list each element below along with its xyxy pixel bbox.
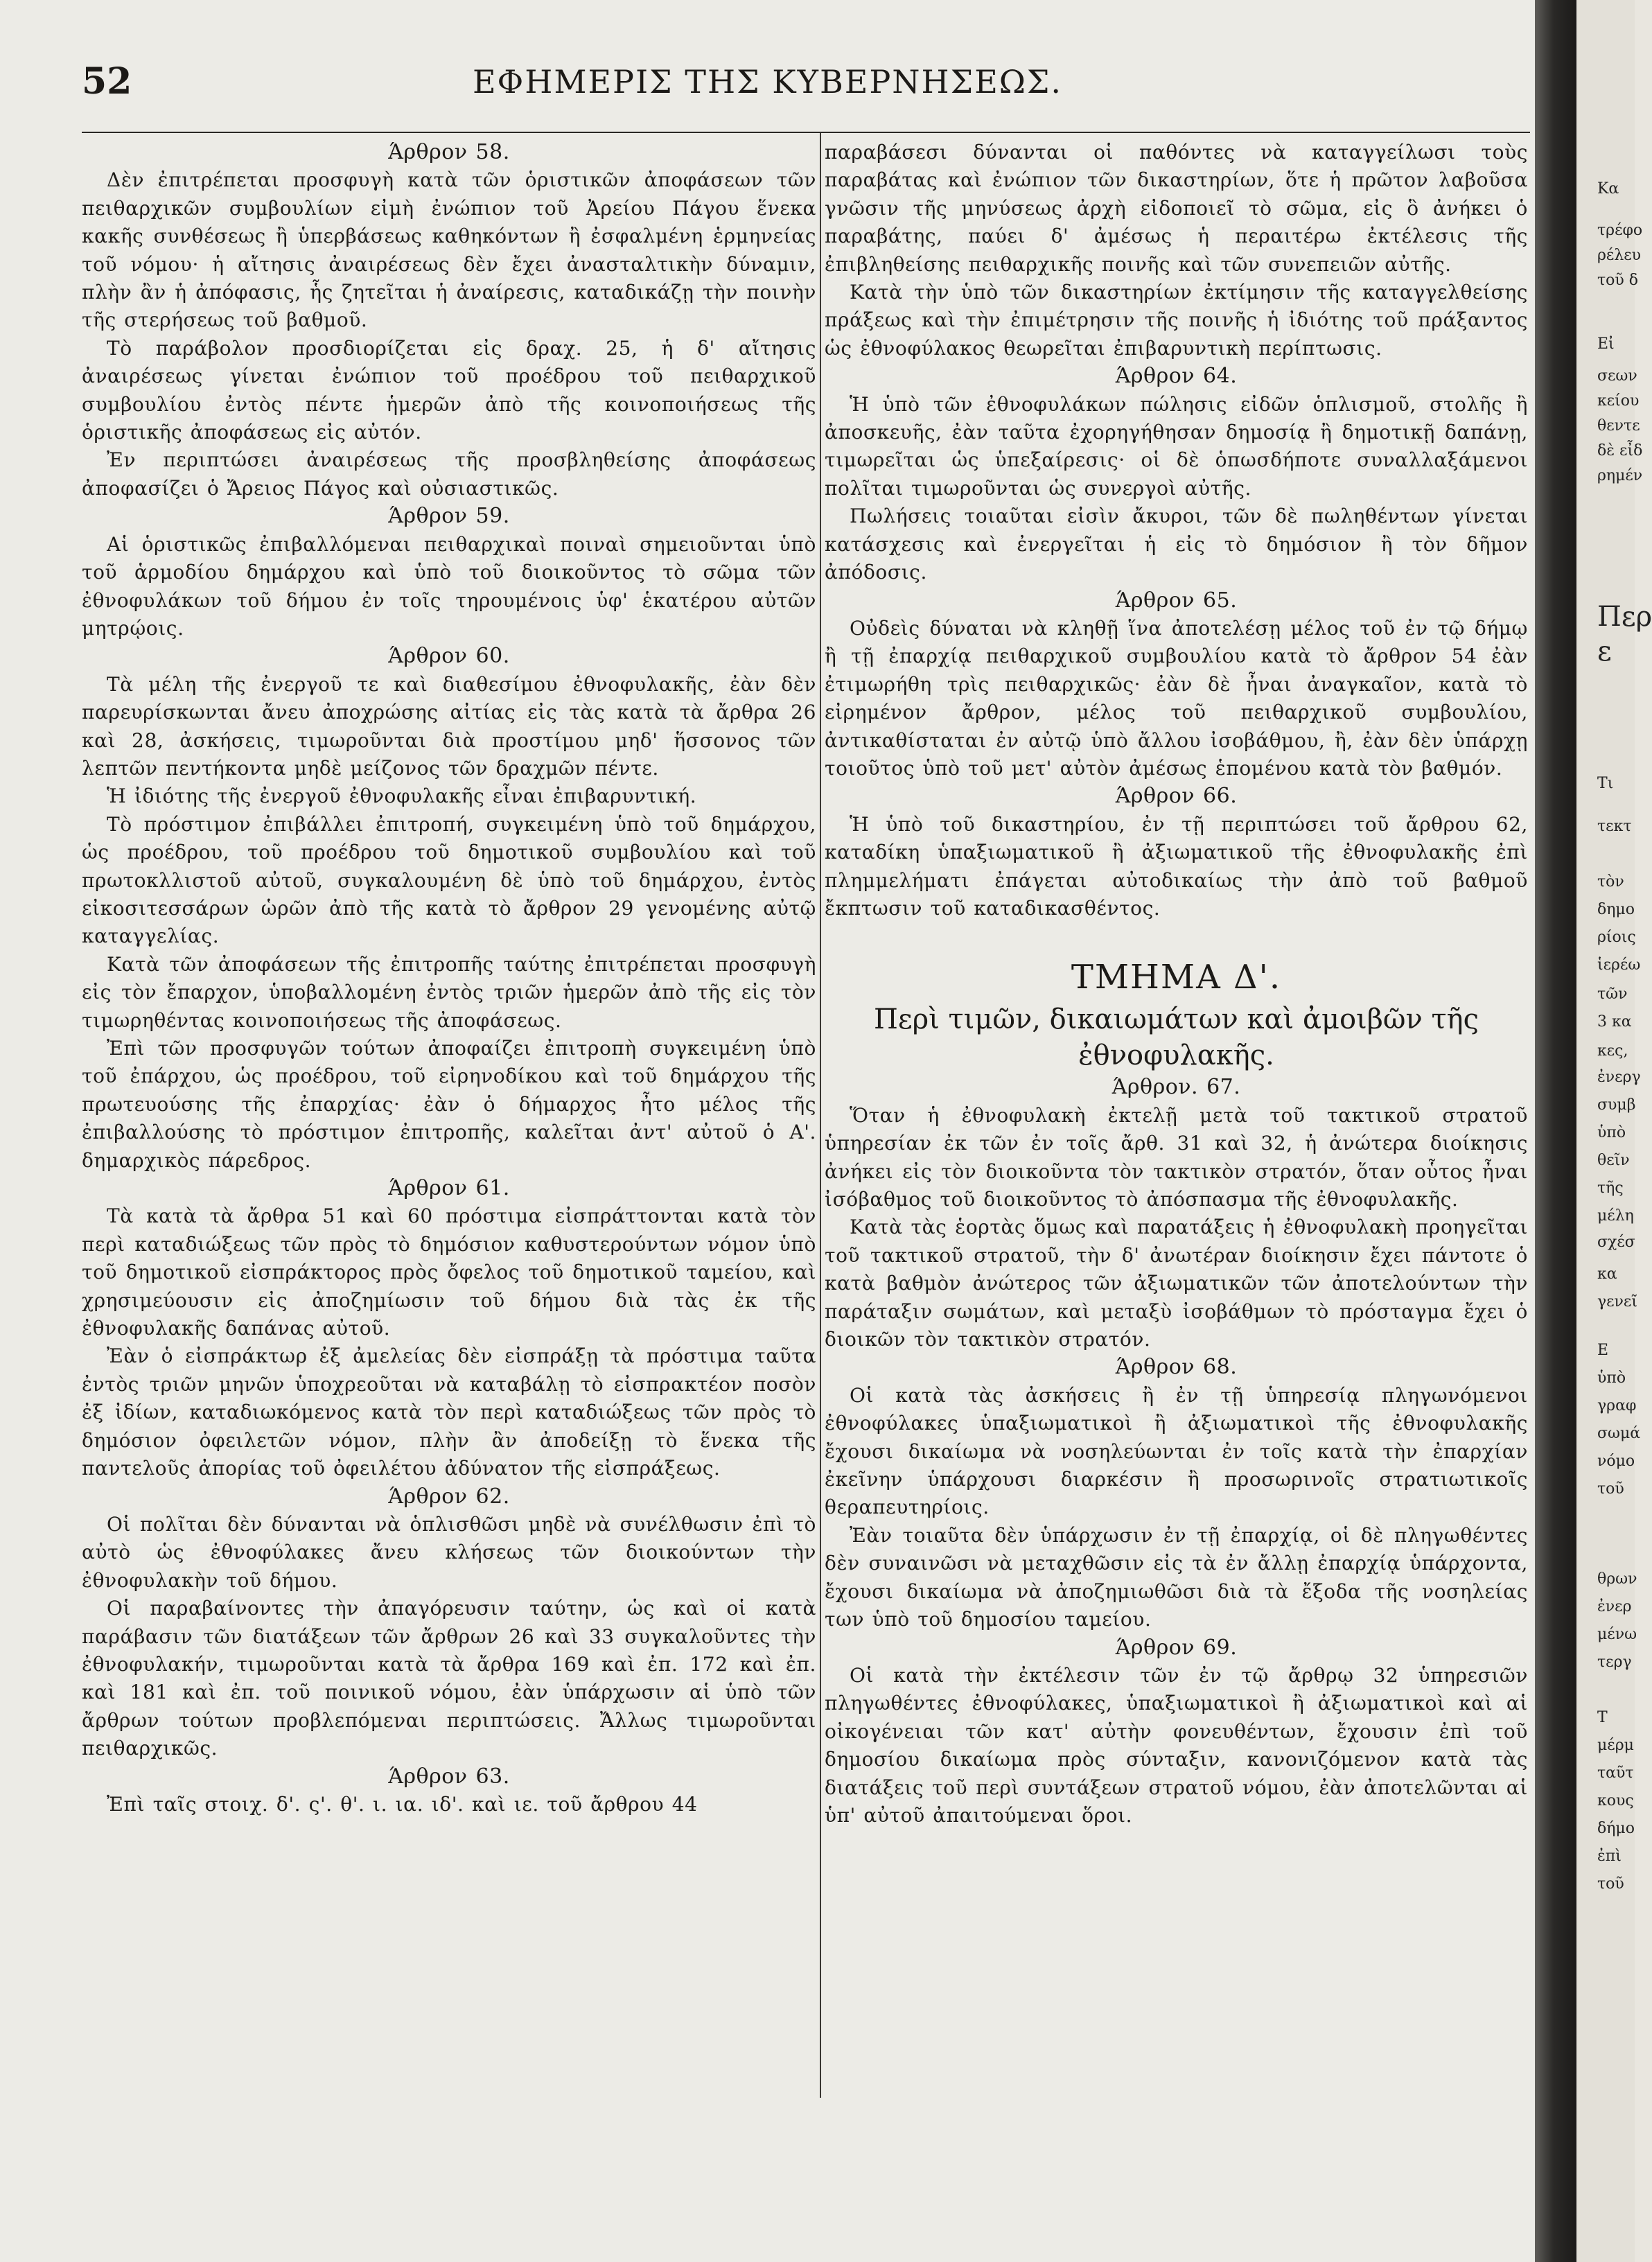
next-page-fragment: θεῖν bbox=[1597, 1152, 1630, 1169]
next-page-fragment: θρων bbox=[1597, 1570, 1637, 1588]
next-page-fragment: μένω bbox=[1597, 1626, 1637, 1643]
body-paragraph: Δὲν ἐπιτρέπεται προσφυγὴ κατὰ τῶν ὁριστικῶν ἀποφάσεων τῶν πειθαρχικῶν συμβουλίων εἰμὴ ἐνώπιον τοῦ Ἀρείου Πάγου ἕνεκα κακῆς συνθέσεως ἢ ὑπερβάσεως καθηκόντων ἢ ἐσφαλμένη ἑρμηνείας τοῦ νόμου· ἡ αἴτησις ἀναιρέσεως δὲν ἔχει ἀνασταλτικὴν δύναμιν, πλὴν ἂν ἡ ἀπόφασις, ἧς ζητεῖται ἡ ἀναίρεσις, καταδικάζῃ τὴν ποινὴν τῆς στερήσεως τοῦ βαθμοῦ. bbox=[82, 168, 816, 332]
body-paragraph: Ἐὰν ὁ εἰσπράκτωρ ἐξ ἀμελείας δὲν εἰσπράξῃ τὰ πρόστιμα ταῦτα ἐντὸς τριῶν μηνῶν ὑποχρεοῦται νὰ καταβάλῃ τὸ εἰσπρακτέον ποσὸν ἐξ ἰδίων, καταδιωκόμενος κατὰ τὸν περὶ καταδιώξεως τῶν πρὸς τὸ δημόσιον ὀφειλετῶν νόμον, πλὴν ἂν ἀποδείξῃ τὸ ἕνεκα τῆς παντελοῦς ἀπορίας τοῦ ὀφειλέτου ἀδύνατον τῆς εἰσπράξεως. bbox=[82, 1344, 816, 1480]
body-paragraph: Οὐδεὶς δύναται νὰ κληθῇ ἵνα ἀποτελέσῃ μέλος τοῦ ἐν τῷ δήμῳ ἢ τῇ ἐπαρχίᾳ πειθαρχικοῦ συμβουλίου κατὰ τὸ ἄρθρον 54 ἐὰν ἐτιμωρήθη τρὶς πειθαρχικῶς· ἐὰν δὲ ἦναι ἀναγκαῖον, κατὰ τὸ εἰρημένον ἄρθρον, μέλος τοῦ πειθαρχικοῦ συμβουλίου, ἀντικαθίσταται ἐν αὐτῷ ὑπὸ ἄλλου ἰσοβάθμου, ἢ, ἐὰν δὲν ὑπάρχῃ τοιοῦτος ὑπὸ τοῦ μετ' αὐτὸν ἀμέσως ἑπομένου κατὰ τὸν βαθμόν. bbox=[825, 616, 1528, 780]
next-page-fragment: σωμά bbox=[1597, 1425, 1641, 1442]
body-paragraph: Ὅταν ἡ ἐθνοφυλακὴ ἐκτελῇ μετὰ τοῦ τακτικοῦ στρατοῦ ὑπηρεσίαν ἐκ τῶν ἐν τοῖς ἄρθ. 31 καὶ 32, ἡ ἀνώτερα διοίκησις ἀνήκει εἰς τὸν διοικοῦντα τὸν τακτικὸν στρατόν, ὅταν οὗτος ἦναι ἰσόβαθμος τοῦ διοικοῦντος τὸ ἀπόσπασμα τῆς ἐθνοφυλακῆς. bbox=[825, 1103, 1528, 1211]
article-heading: Άρθρον 65. bbox=[1115, 588, 1238, 613]
article-heading: Άρθρον 63. bbox=[388, 1764, 510, 1789]
next-page-fragment: κα bbox=[1597, 1265, 1617, 1283]
next-page-fragment: μέρμ bbox=[1597, 1737, 1634, 1754]
next-page-fragment: ταῦτ bbox=[1597, 1764, 1634, 1782]
next-page-fragment: τοῦ bbox=[1597, 1480, 1624, 1498]
body-paragraph: Κατὰ τὰς ἑορτὰς ὅμως καὶ παρατάξεις ἡ ἐθνοφυλακὴ προηγεῖται τοῦ τακτικοῦ στρατοῦ, τὴν δ' ἀνωτέραν διοίκησιν ἔχει πάντοτε ὁ κατὰ βαθμὸν ἀνώτερος τῶν ἀξιωματικῶν τῶν ἀποτελούντων τὴν παράταξιν σωμάτων, καὶ μεταξὺ ἰσοβάθμων τὸ πρόσταγμα ἔχει ὁ διοικῶν τὸν τακτικὸν στρατόν. bbox=[825, 1216, 1528, 1351]
next-page-fragment: κες, bbox=[1597, 1042, 1628, 1060]
body-paragraph: Ἐπὶ τῶν προσφυγῶν τούτων ἀποφαίζει ἐπιτροπὴ συγκειμένη ὑπὸ τοῦ ἐπάρχου, ὡς προέδρου, τοῦ εἰρηνοδίκου καὶ τοῦ δημάρχου τῆς πρωτευούσης τῆς ἐπαρχίας· ἐὰν ὁ δήμαρχος ἦτο μέλος τῆς ἐπιβαλλούσης τὸ πρόστιμον ἐπιτροπῆς, καλεῖται ἀντ' αὐτοῦ ὁ Α'. δημαρχικὸς πάρεδρος. bbox=[82, 1037, 816, 1172]
running-head-title: ΕΦΗΜΕΡΙΣ ΤΗΣ ΚΥΒΕΡΝΗΣΕΩΣ. bbox=[472, 63, 1063, 100]
next-page-fragment: 3 κα bbox=[1597, 1013, 1632, 1031]
next-page-fragment: θεντε bbox=[1597, 417, 1640, 435]
next-page-fragment: δημο bbox=[1597, 901, 1635, 918]
next-page-fragment: Ε bbox=[1597, 1342, 1609, 1359]
next-page-fragment: Τι bbox=[1597, 775, 1614, 792]
next-page-fragment: δήμο bbox=[1597, 1820, 1635, 1837]
next-page-fragment: τεκτ bbox=[1597, 818, 1632, 835]
next-page-fragment: Εἰ bbox=[1597, 335, 1615, 353]
body-paragraph: Ἡ ὑπὸ τῶν ἐθνοφυλάκων πώλησις εἰδῶν ὁπλισμοῦ, στολῆς ἢ ἀποσκευῆς, ἐὰν ταῦτα ἐχορηγήθησαν δημοσίᾳ ἢ δημοτικῇ δαπάνῃ, τιμωρεῖται ὡς ὑπεξαίρεσις· οἱ δὲ ὁπωσδήποτε συναλλαξάμενοι πολῖται τιμωροῦνται ὡς συνεργοὶ αὐτῆς. bbox=[825, 392, 1528, 500]
next-page-fragment: τεργ bbox=[1597, 1654, 1632, 1671]
book-gutter bbox=[1535, 0, 1576, 2262]
body-paragraph: Ἐν περιπτώσει ἀναιρέσεως τῆς προσβληθείσης ἀποφάσεως ἀποφασίζει ὁ Ἄρειος Πάγος καὶ οὐσιαστικῶς. bbox=[82, 448, 816, 500]
body-paragraph: παραβάσεσι δύνανται οἱ παθόντες νὰ καταγγείλωσι τοὺς παραβάτας καὶ ἐνώπιον τῶν δικαστηρίων, ὅτε ἡ πρῶτον λαβοῦσα γνῶσιν τῆς μηνύσεως ἀρχὴ εἰδοποιεῖ τὸ σῶμα, εἰς ὃ ἀνήκει ὁ παραβάτης, παύει δ' ἀμέσως ἡ περαιτέρω ἐκτέλεσις τῆς ἐπιβληθείσης πειθαρχικῆς ποινῆς καὶ τῶν συνεπειῶν αὐτῆς. bbox=[825, 141, 1528, 276]
next-page-fragment: τοῦ bbox=[1597, 1875, 1624, 1893]
body-paragraph: Πωλήσεις τοιαῦται εἰσὶν ἄκυροι, τῶν δὲ πωληθέντων γίνεται κατάσχεσις καὶ ἐνεργεῖται ἡ εἰς τὸ δημόσιον ἢ τὸν δῆμον ἀπόδοσις. bbox=[825, 505, 1528, 584]
next-page-fragment: ρέλευ bbox=[1597, 247, 1642, 264]
body-paragraph: Ἐὰν τοιαῦτα δὲν ὑπάρχωσιν ἐν τῇ ἐπαρχίᾳ, οἱ δὲ πληγωθέντες δὲν συναινῶσι νὰ μεταχθῶσιν εἰς τὰ ἐν ἄλλῃ ἐπαρχίᾳ ὑπάρχοντα, ἔχουσι δικαίωμα νὰ ἀποζημιωθῶσι διὰ τὰ ἔξοδα τῆς νοσηλείας των ὑπὸ τοῦ δημοσίου ταμείου. bbox=[825, 1523, 1528, 1631]
article-heading: Άρθρον 61. bbox=[388, 1176, 510, 1201]
next-page-fragment: ἐνεργ bbox=[1597, 1069, 1641, 1086]
body-paragraph: Ἐπὶ ταῖς στοιχ. δ'. ς'. θ'. ι. ια. ιδ'. καὶ ιε. τοῦ ἄρθρου 44 bbox=[107, 1792, 698, 1816]
article-heading: Άρθρον 66. bbox=[1115, 784, 1238, 809]
adjacent-page-edge bbox=[1576, 0, 1652, 2262]
next-page-fragment: σεων bbox=[1597, 367, 1637, 385]
next-page-fragment: Κα bbox=[1597, 180, 1619, 198]
next-page-fragment: Περ bbox=[1597, 601, 1652, 633]
next-page-fragment: γραφ bbox=[1597, 1397, 1637, 1414]
body-paragraph: Οἱ παραβαίνοντες τὴν ἀπαγόρευσιν ταύτην, ὡς καὶ οἱ κατὰ παράβασιν τῶν διατάξεων τῶν ἄρθρων 26 καὶ 33 συγκαλοῦντες τὴν ἐθνοφυλακήν, τιμωροῦνται κατὰ τὰ ἄρθρα 169 καὶ ἐπ. 172 καὶ ἐπ. καὶ 181 καὶ ἐπ. τοῦ ποινικοῦ νόμου, ἐὰν ὑπάρχωσιν αἱ ὑπὸ τῶν ἄρθρων τούτων προβλεπόμεναι περιπτώσεις. Ἄλλως τιμωροῦνται πειθαρχικῶς. bbox=[82, 1597, 816, 1760]
body-paragraph: Τὰ μέλη τῆς ἐνεργοῦ τε καὶ διαθεσίμου ἐθνοφυλακῆς, ἐὰν δὲν παρευρίσκωνται ἄνευ ἀποχρώσης αἰτίας εἰς τὰς κατὰ τὰ ἄρθρα 26 καὶ 28, ἀσκήσεις, τιμωροῦνται διὰ προστίμου μηδ' ἥσσονος τῶν λεπτῶν πεντήκοντα μηδὲ μείζονος τῶν δραχμῶν πέντε. bbox=[82, 672, 816, 780]
next-page-fragment: δὲ εἶδ bbox=[1597, 442, 1643, 459]
next-page-fragment: συμβ bbox=[1597, 1096, 1636, 1114]
article-heading: Άρθρον 69. bbox=[1115, 1635, 1238, 1660]
next-page-fragment: ἐπὶ bbox=[1597, 1848, 1622, 1865]
body-paragraph: Κατὰ τῶν ἀποφάσεων τῆς ἐπιτροπῆς ταύτης ἐπιτρέπεται προσφυγὴ εἰς τὸν ἔπαρχον, ὑποβαλλομένη ἐντὸς τριῶν ἡμερῶν ἀπὸ τῆς εἰς τὸν τιμωρηθέντας κοινοποιήσεως τῆς ἀποφάσεως. bbox=[82, 952, 816, 1032]
next-page-fragment: ὑπὸ bbox=[1597, 1369, 1626, 1387]
body-paragraph: Αἱ ὁριστικῶς ἐπιβαλλόμεναι πειθαρχικαὶ ποιναὶ σημειοῦνται ὑπὸ τοῦ ἁρμοδίου δημάρχου καὶ ὑπὸ τοῦ διοικοῦντος τὸ σῶμα τῶν ἐθνοφυλάκων τοῦ δήμου ἐν τοῖς τηρουμένοις ὑφ' ἑκατέρου αὐτῶν μητρῴοις. bbox=[82, 532, 816, 640]
next-page-fragment: γενεῖ bbox=[1597, 1293, 1637, 1310]
article-heading: Άρθρον 60. bbox=[388, 644, 510, 669]
body-paragraph: Τὰ κατὰ τὰ ἄρθρα 51 καὶ 60 πρόστιμα εἰσπράττονται κατὰ τὸν περὶ καταδιώξεως τῶν πρὸς τὸ δημόσιον καθυστερούντων νόμον ὑπὸ τοῦ δημοτικοῦ εἰσπράκτορος πρὸς ὄφελος τοῦ δημοτικοῦ ταμείου, καὶ χρησιμεύουσιν εἰς ἀποζημίωσιν τοῦ δήμου διὰ τὰς ἐκ τῆς ἐθνοφυλακῆς δαπάνας αὐτοῦ. bbox=[82, 1204, 816, 1340]
next-page-fragment: ἐνερ bbox=[1597, 1598, 1632, 1615]
article-heading: Άρθρον 62. bbox=[388, 1484, 510, 1509]
next-page-fragment: τοῦ δ bbox=[1597, 272, 1639, 289]
right-column bbox=[825, 139, 1528, 1830]
next-page-fragment: Τ bbox=[1597, 1709, 1608, 1726]
article-heading: Άρθρον 64. bbox=[1115, 364, 1238, 389]
page-number: 52 bbox=[82, 60, 132, 103]
article-heading: Άρθρον. 67. bbox=[1111, 1075, 1241, 1100]
section-heading: ΤΜΗΜΑ Δ'. bbox=[1071, 958, 1282, 997]
next-page-fragment: ἱερέω bbox=[1597, 956, 1641, 974]
body-paragraph: Ἡ ἰδιότης τῆς ἐνεργοῦ ἐθνοφυλακῆς εἶναι ἐπιβαρυντική. bbox=[107, 784, 697, 808]
next-page-fragment: νόμο bbox=[1597, 1453, 1635, 1470]
next-page-fragment: σχέσ bbox=[1597, 1234, 1635, 1251]
next-page-fragment: ε bbox=[1597, 635, 1612, 667]
article-heading: Άρθρον 68. bbox=[1115, 1355, 1238, 1380]
body-paragraph: Οἱ κατὰ τὴν ἐκτέλεσιν τῶν ἐν τῷ ἄρθρῳ 32 ὑπηρεσιῶν πληγωθέντες ἐθνοφύλακες, ὑπαξιωματικοὶ ἢ ἀξιωματικοὶ καὶ αἱ οἰκογένειαι τῶν κατ' αὐτὴν φονευθέντων, ἔχουσιν ἐπὶ τοῦ δημοσίου δικαίωμα πρὸς σύνταξιν, κανονιζόμενον κατὰ τὰς διατάξεις τοῦ περὶ συντάξεων στρατοῦ νόμου, ἐὰν ἀποτελῶνται αἱ ὑπ' αὐτοῦ ἀπαιτούμεναι ὅροι. bbox=[825, 1663, 1528, 1827]
next-page-fragment: τρέφο bbox=[1597, 222, 1643, 239]
next-page-fragment: κείου bbox=[1597, 392, 1640, 410]
next-page-fragment: τῆς bbox=[1597, 1180, 1624, 1197]
next-page-fragment: ρημέν bbox=[1597, 467, 1643, 484]
body-paragraph: Τὸ παράβολον προσδιορίζεται εἰς δραχ. 25, ἡ δ' αἴτησις ἀναιρέσεως γίνεται ἐνώπιον τοῦ προέδρου τοῦ πειθαρχικοῦ συμβουλίου ἐντὸς πέντε ἡμερῶν ἀπὸ τῆς κοινοποιήσεως τῆς ὁριστικῆς ἀποφάσεως εἰς αὐτόν. bbox=[82, 336, 816, 444]
header-rule bbox=[82, 132, 1530, 133]
column-divider bbox=[820, 133, 821, 2098]
body-paragraph: Οἱ πολῖται δὲν δύνανται νὰ ὁπλισθῶσι μηδὲ νὰ συνέλθωσιν ἐπὶ τὸ αὐτὸ ὡς ἐθνοφύλακες ἄνευ κλήσεως τῶν διοικούντων τὴν ἐθνοφυλακὴν τοῦ δήμου. bbox=[82, 1512, 816, 1592]
next-page-fragment: τῶν bbox=[1597, 985, 1628, 1003]
body-paragraph: Ἡ ὑπὸ τοῦ δικαστηρίου, ἐν τῇ περιπτώσει τοῦ ἄρθρου 62, καταδίκη ὑπαξιωματικοῦ ἢ ἀξιωματικοῦ τῆς ἐθνοφυλακῆς ἐπὶ πλημμελήματι ἐπάγεται αὐτοδικαίως τὴν ἀπὸ τοῦ βαθμοῦ ἔκπτωσιν τοῦ καταδικασθέντος. bbox=[825, 812, 1528, 920]
next-page-fragment: ρίοις bbox=[1597, 929, 1636, 946]
next-page-fragment: κους bbox=[1597, 1792, 1634, 1809]
next-page-fragment: τὸν bbox=[1597, 873, 1624, 891]
next-page-fragment: ὑπὸ bbox=[1597, 1124, 1626, 1141]
article-heading: Άρθρον 59. bbox=[388, 504, 510, 529]
left-column bbox=[82, 139, 816, 1818]
section-subheading: Περὶ τιμῶν, δικαιωμάτων καὶ ἀμοιβῶν τῆς ἐθνοφυλακῆς. bbox=[873, 1003, 1479, 1072]
body-paragraph: Τὸ πρόστιμον ἐπιβάλλει ἐπιτροπή, συγκειμένη ὑπὸ τοῦ δημάρχου, ὡς προέδρου, τοῦ προέδρου τοῦ δημοτικοῦ συμβουλίου καὶ τοῦ πρωτοκλλιστοῦ αὐτοῦ, συγκαλουμένη δὲ ὑπὸ τοῦ δημάρχου, ἐντὸς εἰκοσιτεσσάρων ὡρῶν ἀπὸ τῆς κατὰ τὸ ἄρθρον 29 γενομένης αὐτῷ καταγγελίας. bbox=[82, 812, 816, 948]
article-heading: Άρθρον 58. bbox=[388, 140, 510, 164]
next-page-fragment: μέλη bbox=[1597, 1207, 1634, 1225]
body-paragraph: Οἱ κατὰ τὰς ἀσκήσεις ἢ ἐν τῇ ὑπηρεσίᾳ πληγωνόμενοι ἐθνοφύλακες ὑπαξιωματικοὶ ἢ ἀξιωματικοὶ τῆς ἐθνοφυλακῆς ἔχουσι δικαίωμα νὰ νοσηλεύωνται ἐν τοῖς κατὰ τὴν ἐπαρχίαν ἐκεῖνην ὑπάρχουσι διαρκέσιν ἢ προσωρινοῖς στρατιωτικοῖς θεραπευτηρίοις. bbox=[825, 1383, 1528, 1519]
body-paragraph: Κατὰ τὴν ὑπὸ τῶν δικαστηρίων ἐκτίμησιν τῆς καταγγελθείσης πράξεως καὶ τὴν ἐπιμέτρησιν τῆς ποινῆς ἡ ἰδιότης τοῦ πράξαντος ὡς ἐθνοφύλακος θεωρεῖται ἐπιβαρυντικὴ περίπτωσις. bbox=[825, 281, 1528, 360]
